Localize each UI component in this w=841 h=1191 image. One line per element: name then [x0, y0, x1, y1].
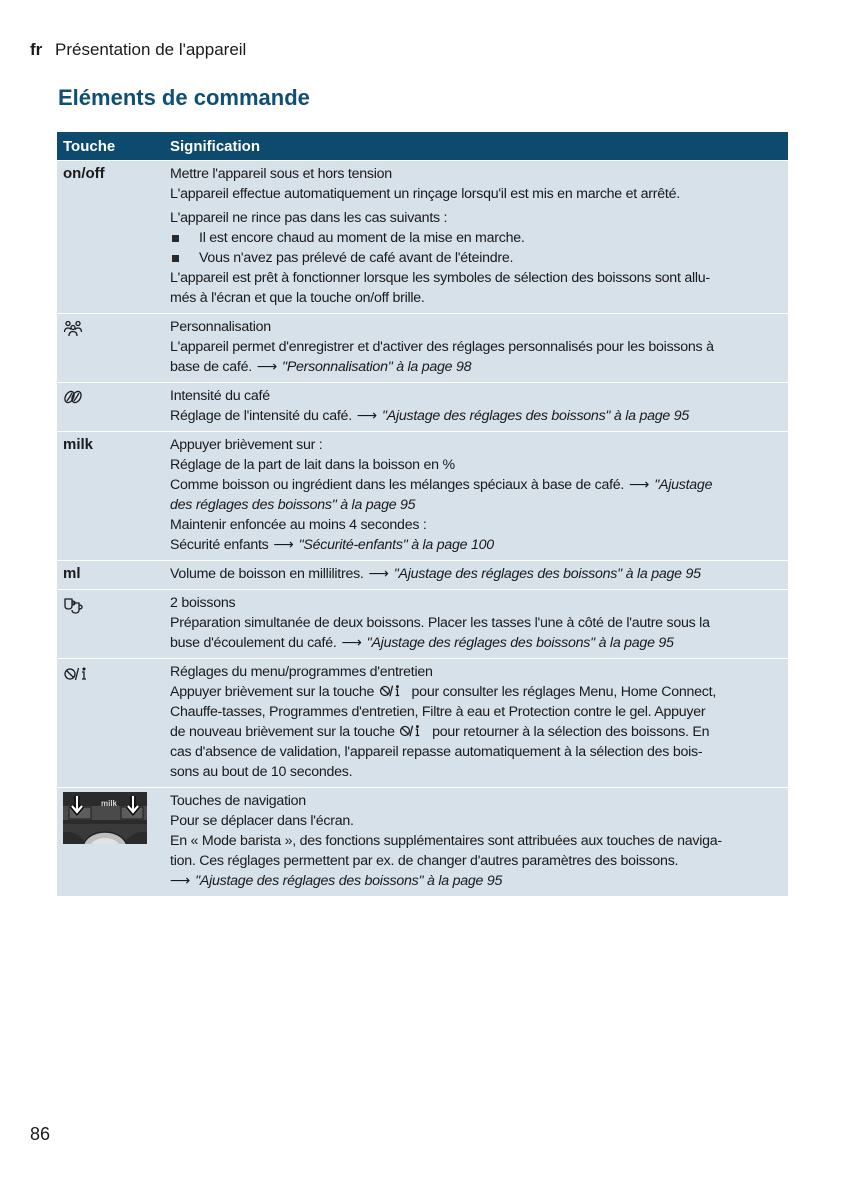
language-code: fr: [30, 40, 43, 59]
desc-line: més à l'écran et que la touche on/off brille.: [170, 290, 425, 306]
desc-line: Réglage de l'intensité du café. ⟶ "Ajustage des réglages des boissons" à la page 95: [170, 408, 689, 424]
row-description: [170, 314, 788, 382]
bullet-square-icon: [170, 228, 199, 248]
table-row: [57, 589, 788, 658]
cross-reference[interactable]: "Personnalisation" à la page 98: [282, 359, 472, 375]
running-header: [30, 40, 246, 60]
page-title: Eléments de commande: [58, 85, 310, 110]
desc-line: sons au bout de 10 secondes.: [170, 764, 353, 780]
key-onoff: on/off: [63, 165, 105, 182]
arrow-icon: ⟶: [256, 359, 278, 375]
desc-line: Chauffe-tasses, Programmes d'entretien, Filtre à eau et Protection contre le gel. Appuyer: [170, 704, 706, 720]
desc-line: Sécurité enfants ⟶ "Sécurité-enfants" à la page 100: [170, 537, 494, 553]
row-description: [170, 161, 788, 313]
key-ml: ml: [63, 565, 81, 582]
desc-line: Appuyer brièvement sur la touche pour consulter les réglages Menu, Home Connect,: [170, 684, 717, 700]
key-menu: [57, 659, 170, 787]
page-number: 86: [30, 1124, 51, 1144]
arrow-icon: ⟶: [356, 408, 377, 424]
arrow-icon: ⟶: [368, 566, 389, 582]
row-description: [170, 590, 788, 658]
desc-line: Appuyer brièvement sur :: [170, 437, 323, 453]
desc-line: L'appareil est prêt à fonctionner lorsque les symboles de sélection des boissons sont allu-: [170, 270, 710, 286]
menu-info-icon: [63, 665, 95, 683]
desc-line: buse d'écoulement du café. ⟶ "Ajustage des réglages des boissons" à la page 95: [170, 635, 674, 651]
bullet-item: [170, 228, 782, 248]
key-intensity: [57, 383, 170, 431]
desc-line: Pour se déplacer dans l'écran.: [170, 813, 354, 829]
table-row: [57, 160, 788, 313]
table-row: [57, 313, 788, 382]
desc-line: Volume de boisson en millilitres. ⟶ "Ajustage des réglages des boissons" à la page 95: [170, 566, 701, 582]
desc-line: L'appareil permet d'enregistrer et d'activer des réglages personnalisés pour les boissons à: [170, 339, 714, 355]
arrow-icon: ⟶: [273, 537, 294, 553]
cross-reference[interactable]: des réglages des boissons" à la page 95: [170, 497, 416, 513]
desc-line: L'appareil effectue automatiquement un rinçage lorsqu'il est mis en marche et arrêté.: [170, 186, 680, 202]
desc-line: 2 boissons: [170, 595, 236, 611]
table-row: [57, 787, 788, 896]
desc-line: Préparation simultanée de deux boissons. Placer les tasses l'une à côté de l'autre sous la: [170, 615, 710, 631]
coffee-beans-icon: [63, 389, 83, 405]
arrow-icon: ⟶: [629, 477, 650, 493]
table-row: [57, 560, 788, 589]
row-description: [170, 659, 788, 787]
bullet-text: Vous n'avez pas prélevé de café avant de l'éteindre.: [199, 250, 514, 266]
arrow-icon: ⟶: [170, 873, 191, 889]
nav-image-label: milk: [101, 799, 118, 808]
section-name: Présentation de l'appareil: [55, 40, 247, 59]
desc-line: Intensité du café: [170, 388, 270, 404]
row-description: [170, 432, 788, 560]
menu-info-icon: [398, 723, 428, 739]
desc-line: Personnalisation: [170, 319, 271, 335]
column-header-meaning: Signification: [170, 137, 260, 155]
table-row: [57, 382, 788, 431]
cross-reference[interactable]: "Ajustage des réglages des boissons" à la page 95: [366, 635, 674, 651]
desc-line: Réglage de la part de lait dans la boisson en %: [170, 457, 455, 473]
row-description: [170, 383, 788, 431]
key-milk: milk: [63, 436, 94, 453]
navigation-buttons-image: [63, 792, 147, 844]
desc-line: tion. Ces réglages permettent par ex. de changer d'autres paramètres des boissons.: [170, 853, 679, 869]
column-header-key: Touche: [63, 137, 116, 155]
bullet-square-icon: [170, 248, 199, 268]
key-personalisation: [57, 314, 170, 382]
row-description: [170, 788, 788, 896]
arrow-icon: ⟶: [341, 635, 362, 651]
desc-line: de nouveau brièvement sur la touche pour retourner à la sélection des boissons. En: [170, 724, 710, 740]
table-row: [57, 658, 788, 787]
menu-info-icon: [378, 683, 408, 699]
cross-reference[interactable]: "Ajustage des réglages des boissons" à la page 95: [381, 408, 689, 424]
desc-line: cas d'absence de validation, l'appareil repasse automatiquement à la sélection des bois-: [170, 744, 703, 760]
cross-reference[interactable]: "Ajustage des réglages des boissons" à la page 95: [393, 566, 701, 582]
desc-line: Comme boisson ou ingrédient dans les mélanges spéciaux à base de café. ⟶ "Ajustage: [170, 477, 713, 493]
table-header: [57, 132, 788, 160]
personalisation-icon: [63, 320, 83, 338]
row-description: [170, 561, 788, 589]
table-row: [57, 431, 788, 560]
bullet-item: [170, 248, 782, 268]
cross-reference[interactable]: "Ajustage des réglages des boissons" à la page 95: [195, 873, 503, 889]
desc-line: L'appareil ne rince pas dans les cas suivants :: [170, 210, 448, 226]
desc-line: base de café. ⟶ "Personnalisation" à la page 98: [170, 359, 472, 375]
desc-line: Maintenir enfoncée au moins 4 secondes :: [170, 517, 427, 533]
cross-reference[interactable]: "Sécurité-enfants" à la page 100: [298, 537, 494, 553]
desc-line: Touches de navigation: [170, 793, 306, 809]
two-cups-icon: [63, 596, 85, 614]
key-two-drinks: [57, 590, 170, 658]
desc-line: [170, 871, 782, 891]
cross-reference[interactable]: "Ajustage: [654, 477, 713, 493]
desc-line: Réglages du menu/programmes d'entretien: [170, 664, 433, 680]
controls-table: [57, 132, 788, 896]
desc-line: En « Mode barista », des fonctions supplémentaires sont attribuées aux touches de naviga-: [170, 833, 722, 849]
key-navigation: [57, 788, 170, 896]
bullet-text: Il est encore chaud au moment de la mise en marche.: [199, 230, 525, 246]
desc-line: Mettre l'appareil sous et hors tension: [170, 166, 392, 182]
